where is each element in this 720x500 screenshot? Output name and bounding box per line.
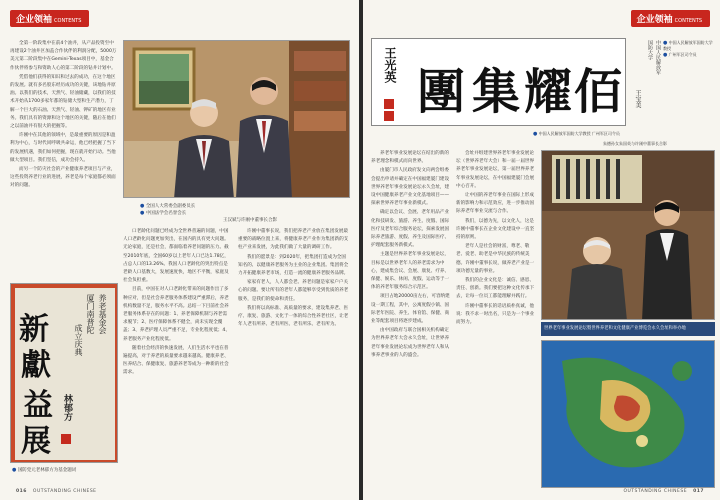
right-col1-text	[371, 150, 451, 480]
photo-elderly-woman	[541, 150, 715, 320]
calligraphy-char: 佰	[574, 64, 623, 120]
calligraphy-char: 集	[472, 64, 521, 120]
photo-top-caption: ● 中国人民解放军国防大学教授 广州军区司令员	[533, 131, 620, 137]
calligraphy-photo	[10, 283, 118, 463]
paragraph: 让中国的养老年事业在国际上形成新的影响力和示范效应，进一步推动国际养老年事业交流与合作。	[456, 193, 535, 215]
paragraph: 由厦门市人民政府发文向两会组委会提出申请并确定在中国福建厦门建设世界养老年事业发展论坛永久会址，建设中国健康养老产业文化基地项目——探索世界养老年事业新模式。	[371, 168, 450, 207]
map-photo	[541, 340, 715, 488]
paragraph: 我们的企业文化是：诚信、感恩、责任、创新。我们要把这种文化传承下去，让每一位员工都能理解并践行。	[456, 278, 535, 300]
calligraphy-char: 獻	[21, 348, 51, 383]
section-tag	[631, 10, 710, 27]
section-tag	[10, 10, 89, 27]
paragraph: 老年人是社会的财富，尊老、敬老、爱老、助老是中华民族的传统美德。许刚中董事长说，做养老产业是一项功德无量的事业。	[456, 244, 535, 274]
map-illustration	[542, 341, 715, 488]
photo-two-men	[123, 40, 350, 198]
seal-stamp	[61, 434, 71, 444]
section-tag-en: CONTENTS	[54, 18, 82, 24]
calligraphy-signature: 王光英	[383, 47, 397, 83]
caption-line: 中国人民解放军国防大学教授 广州军区司令员	[538, 131, 620, 136]
paragraph: 许刚中董事长说，我们把养老产业放在集团发展最重要的战略位置上来，将健康养老产业作为集团新的支柱产业来发展，为此我们做了大量的调研工作。	[238, 229, 349, 251]
section-tag-cn: 企业领袖	[16, 15, 53, 25]
right-footer	[623, 489, 710, 494]
calligraphy-column: 厦门南普陀	[86, 294, 95, 334]
side-text: 中国人民解放军	[655, 40, 661, 75]
photo-elderly-woman-illustration	[542, 151, 715, 320]
caption-line: 中国人民解放军国防大学教授	[663, 40, 713, 51]
paragraph: 我们的愿景是：到2020年，把集团打造成为全国知名的、以健康养老服务为主业的企业集团。集团将全力开拓健康养老市场，打造一流的健康养老服务品牌。	[238, 254, 349, 277]
caption-line: 广州军区司令员	[668, 52, 697, 57]
calligraphy-banner	[371, 38, 626, 126]
side-text: 王宝美	[634, 90, 641, 108]
banner-caption-text: 世界老年事业发展论坛暨世界养老和文化健康产业博览会永久会址和举办地	[544, 326, 686, 331]
paragraph: 主题是世界养老年事业发展论坛，目标是以世界老年人的养老需求为中心，建成集会议、会展、康复、疗养、保健、娱乐、休闲、度假、运动等于一体的养老年服务综合示范区。	[371, 252, 450, 291]
side-text: 国防大学	[647, 40, 653, 60]
seal-stamp	[384, 99, 394, 109]
section-tag-en: CONTENTS	[674, 18, 702, 24]
caption-line: 中国法学会名誉会长	[145, 211, 187, 216]
photo1-caption: ● 全国人大常委会副委员长 ● 中国法学会名誉会长 王汉斌与许刚中董事长合影	[140, 203, 277, 223]
paragraph: 口老龄化问题已经成为全世界普遍的问题，中国人口老龄化问题更加突出，在国内的具有更大问题。无论家庭，还是社会，都面临着养老问题的压力。截至2010年底，全国60岁以上老年人口已达1.78亿，占总人口的13.26%。我国人口老龄化的突出特点是老龄人口基数大，发展速度快，地区不平衡，家庭及社会负担重。	[123, 229, 229, 284]
left-col2-text	[123, 228, 231, 483]
paragraph: 目前，中国在对人口老龄化带来的问题作出了多种应对，但是社会养老服务体系建设严重滞后，养老机构数量不足，服务水平不高。总结一下目前社会养老服务体系存在的问题：1、养老保障机制与养老需求脱节；2、医疗保障体系不健全，尚未实现全覆盖；3、养老护理人员严重不足，专业化程度低；4、养老服务产业化程度低。	[123, 287, 230, 342]
paragraph: 家家有老人，人人都会老。养老问题是家家户户关心的问题。要让所有的老年人都能够享受到优质的养老服务，是我们的使命和责任。	[238, 280, 349, 302]
calligraphy-char: 耀	[524, 64, 573, 120]
calligraphy-signature: 林郁方	[62, 394, 72, 421]
caption-line: 全国人大常委会副委员长	[145, 204, 196, 209]
left-page	[0, 0, 359, 500]
photo-top-caption2	[603, 140, 718, 147]
left-footer	[10, 489, 97, 494]
photo2-caption: ● 国防党元老林郁方为基金题词	[12, 467, 77, 473]
caption-line: 国防党元老林郁方为基金题词	[17, 468, 77, 473]
right-page	[363, 0, 720, 500]
left-col1-text	[10, 40, 118, 270]
magazine-name: OUTSTANDING CHINESE	[32, 489, 97, 494]
banner-caption	[541, 322, 715, 336]
caption-line: 朱德孙女朱国英与许刚中董事长合影	[603, 141, 667, 146]
page-number: 017	[693, 489, 704, 494]
paragraph: 项目占地20000亩左右，可容纳建设一期工程，其中，公寓度假小镇、国际老年医院、养生、体育馆、保健、商业等配套项目将逐步建成。	[371, 294, 450, 325]
header-caption: ● 中国人民解放军国防大学教授 ● 广州军区司令员	[663, 40, 713, 58]
right-col2-text	[456, 150, 536, 480]
calligraphy-char: 展	[21, 424, 51, 459]
paragraph: 会址并组建世界养老年事业发展论坛（世界养老年大会）和一届一届世界养老年事业发展论坛，第一届世界养老年事业发展论坛，在中国福建厦门会展中心召开。	[456, 151, 535, 189]
section-tag-cn: 企业领袖	[636, 15, 673, 25]
paragraph: 而另一个防灾社会的产业健康养老项目与产业，这些投资养老行业的进展，养老是每个家庭都必须面对的问题。	[10, 167, 116, 189]
paragraph: 凭借他们获得的知识和过去的成功，在这个地区的发展。就有多名股东经历成功的关键，该地钻井原油。以我们的技术，天然气、轻油储藏，以我们的技术开始从1700多家年都的钻储大型和生产潜力，丁解一个巨大的石油、天然气、轻油、钾矿的地区有业务。我们具有的资源和这个地区的关键，随后在他们之以前油井有很大的把握等。	[10, 74, 116, 130]
left-col3-text	[238, 228, 350, 483]
calligraphy-char: 團	[417, 64, 466, 120]
paragraph: 我们将以高标准、高质量的要求，建设集养老、医疗、康复、旅游、文化于一体的综合性养老社区，让老年人老有所养、老有所医、老有所乐、老有所为。	[238, 305, 349, 328]
calligraphy-char: 新	[19, 312, 49, 347]
magazine-name: OUTSTANDING CHINESE	[623, 489, 688, 494]
paragraph: 许刚中董事长的话语质朴真诚，他说：我不求一时出名，只是为一个事业而努力。	[456, 303, 535, 326]
paragraph: 养老年事业发展论坛在结出的新的养老理念和模式而向世界。	[371, 151, 449, 165]
paragraph: 全第一阶段集中在前4个油井，从产品投资至中再建设2个油井区加盖合作伙伴的利润分配，5000万美元第二阶段集中在Gemini-Texas项目中，基金合作伙伴将参与和资助人心的第二阶段的钻井计划中。	[10, 41, 117, 71]
page-number: 016	[16, 489, 27, 494]
paragraph: 由中国政府与联合国相关机构确定为世界养老年大会永久会址，让世界养老年事业发展论坛成为世界老年人和从事养老事业的人的盛会。	[371, 328, 450, 358]
calligraphy-column: 成立庆典	[74, 324, 83, 356]
calligraphy-column: 养老基金会	[98, 294, 107, 334]
paragraph: 确定以会议、会展、老年用品产业化和技研发、旅游、养生、度假、国际医疗及老年综合服务论坛，探索发展国际养老旅游、度假、养生及国际医疗、护理配套服务新模式。	[371, 210, 450, 249]
paragraph: 随着社会经济的快速发展，人们生活水平也在普遍提高，对于养老的质量要求越来越高。健康养老、医养结合、保健康复、旅游养老等成为一种新的社会需求。	[123, 345, 229, 376]
seal-stamp	[384, 111, 394, 121]
photo-two-men-illustration	[124, 41, 350, 198]
paragraph: 我们，以德为先，以文化人，这是许刚中董事长在企业文化建设中一直坚持的原则。	[456, 218, 535, 241]
calligraphy-char: 益	[23, 388, 53, 423]
caption-line: 王汉斌与许刚中董事长合影	[223, 218, 277, 223]
paragraph: 许刚中在其他的领域中，是最重要的原因是和盈利为中心，与时代同呼吸共命运，他已经把握了当下的发展机遇，我们如何把握，现在就开始行动。当他做大型项目。我们坚信，成功会持久。	[10, 133, 116, 163]
